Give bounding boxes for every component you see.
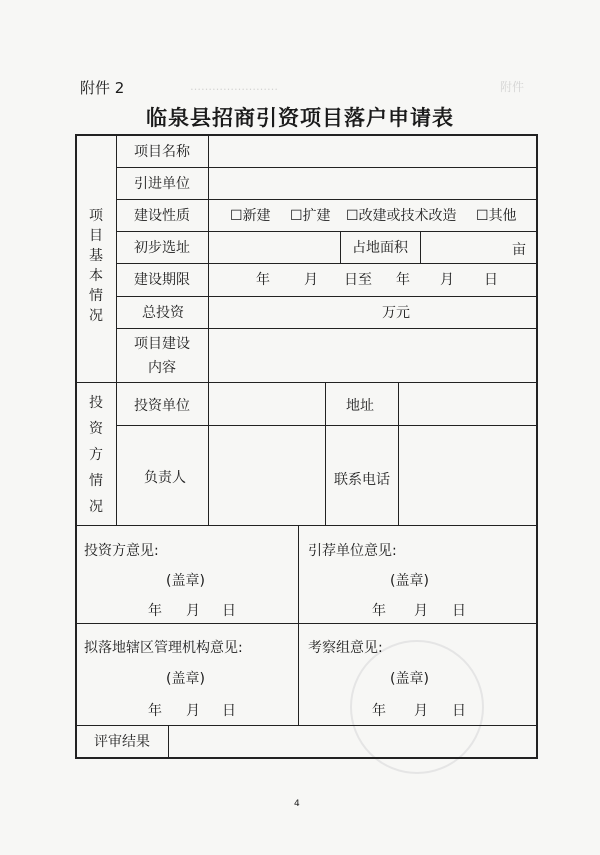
attachment-label: 附件 2 xyxy=(80,79,125,97)
col-divider xyxy=(398,382,399,525)
row-divider xyxy=(116,296,537,297)
construction-period-label: 建设期限 xyxy=(134,272,190,288)
referrer-day: 日 xyxy=(452,603,466,619)
district-month: 月 xyxy=(186,703,200,719)
col-divider xyxy=(298,525,299,725)
contact-phone-label: 联系电话 xyxy=(334,472,390,488)
option-label: 扩建 xyxy=(302,208,331,224)
checkbox[interactable]: ☐ xyxy=(230,208,243,224)
section-title-char: 项 xyxy=(89,208,103,224)
period-day-2: 日 xyxy=(484,272,498,288)
period-month-1: 月 xyxy=(304,272,318,288)
district-year: 年 xyxy=(148,703,162,719)
investor-unit-label: 投资单位 xyxy=(134,398,190,414)
period-month-2: 月 xyxy=(440,272,454,288)
row-divider xyxy=(116,199,537,200)
referrer-opinion-label: 引荐单位意见: xyxy=(308,543,397,559)
period-day-to: 日至 xyxy=(344,272,372,288)
table-border-bottom xyxy=(75,757,538,759)
page-title: 临泉县招商引资项目落户申请表 xyxy=(146,106,454,130)
row-divider xyxy=(75,623,537,624)
col-divider xyxy=(340,231,341,264)
col-divider xyxy=(208,134,209,525)
row-divider xyxy=(116,425,537,426)
row-divider xyxy=(75,725,537,726)
nature-option-new[interactable] xyxy=(230,208,271,224)
bleed-through-text: 附件 xyxy=(500,80,525,94)
page-number: 4 xyxy=(294,799,300,809)
table-border-top xyxy=(75,134,538,136)
district-seal: (盖章) xyxy=(166,671,205,687)
bleed-through-text: …………………… xyxy=(190,80,278,93)
land-unit: 亩 xyxy=(512,242,526,258)
inspection-year: 年 xyxy=(372,703,386,719)
total-investment-label: 总投资 xyxy=(142,305,184,321)
referrer-year: 年 xyxy=(372,603,386,619)
construction-content-label-1: 项目建设 xyxy=(134,336,190,352)
responsible-person-label: 负责人 xyxy=(144,470,186,486)
project-name-label: 项目名称 xyxy=(134,144,190,160)
section-title-char: 情 xyxy=(89,473,103,489)
investor-day: 日 xyxy=(222,603,236,619)
inspection-day: 日 xyxy=(452,703,466,719)
row-divider xyxy=(116,231,537,232)
investor-year: 年 xyxy=(148,603,162,619)
checkbox[interactable]: ☐ xyxy=(290,208,303,224)
checkbox[interactable]: ☐ xyxy=(476,208,489,224)
period-year-2: 年 xyxy=(396,272,410,288)
row-divider xyxy=(116,263,537,264)
section-divider xyxy=(75,525,537,526)
intro-unit-label: 引进单位 xyxy=(134,176,190,192)
section-title-char: 投 xyxy=(89,395,103,411)
review-result-label: 评审结果 xyxy=(94,734,150,750)
district-day: 日 xyxy=(222,703,236,719)
section-project-basic xyxy=(88,206,104,326)
row-divider xyxy=(116,167,537,168)
option-label: 其他 xyxy=(488,208,517,224)
investor-seal: (盖章) xyxy=(166,573,205,589)
option-label: 改建或技术改造 xyxy=(358,208,457,224)
section-title-char: 方 xyxy=(89,447,103,463)
section-title-char: 资 xyxy=(89,421,103,437)
col-divider xyxy=(116,134,117,525)
section-title-char: 况 xyxy=(89,308,103,324)
table-border-left xyxy=(75,134,77,759)
construction-content-label-2: 内容 xyxy=(148,360,176,376)
period-year-1: 年 xyxy=(256,272,270,288)
section-title-char: 基 xyxy=(89,248,103,264)
nature-option-expand[interactable] xyxy=(290,208,331,224)
table-border-right xyxy=(536,134,538,759)
inspection-seal: (盖章) xyxy=(390,671,429,687)
section-divider xyxy=(75,382,537,383)
row-divider xyxy=(116,328,537,329)
investor-opinion-label: 投资方意见: xyxy=(84,543,159,559)
col-divider xyxy=(325,382,326,525)
address-label: 地址 xyxy=(346,398,374,414)
inspection-month: 月 xyxy=(414,703,428,719)
checkbox[interactable]: ☐ xyxy=(346,208,359,224)
section-title-char: 本 xyxy=(89,268,103,284)
referrer-month: 月 xyxy=(414,603,428,619)
section-title-char: 情 xyxy=(89,288,103,304)
inspection-opinion-label: 考察组意见: xyxy=(308,640,383,656)
nature-option-renovate[interactable] xyxy=(346,208,457,224)
investor-month: 月 xyxy=(186,603,200,619)
district-opinion-label: 拟落地辖区管理机构意见: xyxy=(84,640,243,656)
section-title-char: 况 xyxy=(89,499,103,515)
investment-unit: 万元 xyxy=(382,305,410,321)
col-divider xyxy=(420,231,421,264)
site-selection-label: 初步选址 xyxy=(134,240,190,256)
col-divider xyxy=(168,725,169,758)
construction-nature-label: 建设性质 xyxy=(134,208,190,224)
referrer-seal: (盖章) xyxy=(390,573,429,589)
section-title-char: 目 xyxy=(89,228,103,244)
nature-option-other[interactable] xyxy=(476,208,517,224)
land-area-label: 占地面积 xyxy=(352,240,408,256)
section-investor xyxy=(88,390,104,520)
option-label: 新建 xyxy=(242,208,271,224)
